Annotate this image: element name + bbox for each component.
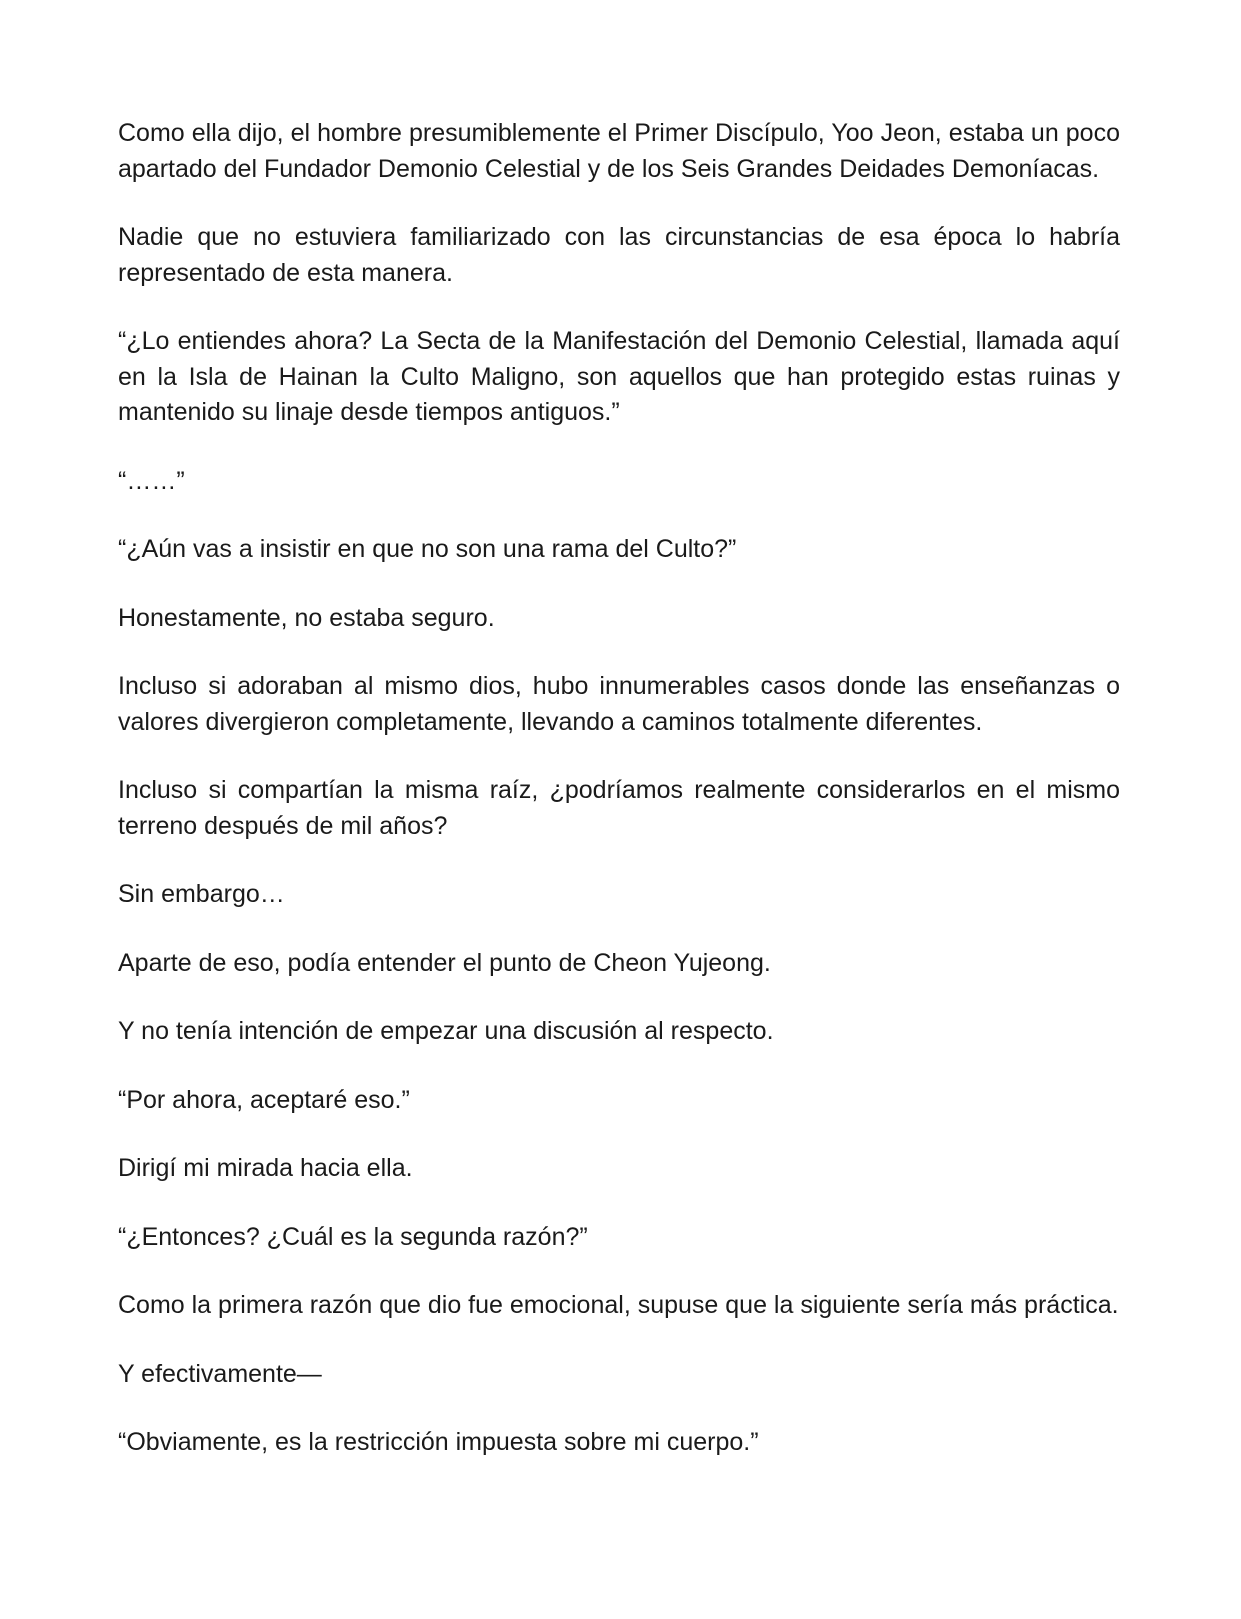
paragraph: Y efectivamente—	[118, 1359, 322, 1388]
paragraph: Aparte de eso, podía entender el punto de Cheon Yujeong.	[118, 948, 771, 977]
paragraph: Honestamente, no estaba seguro.	[118, 603, 495, 632]
paragraph: Como la primera razón que dio fue emocional, supuse que la siguiente sería más práctica.	[118, 1291, 1119, 1319]
document-body	[118, 116, 1120, 1494]
paragraph: Nadie que no estuviera familiarizado con las circunstancias de esa época lo habría representado de esta manera.	[118, 223, 1120, 287]
paragraph: “¿Lo entiendes ahora? La Secta de la Manifestación del Demonio Celestial, llamada aquí en la Isla de Hainan la Culto Maligno, son aquellos que han protegido estas ruinas y mantenido su linaje desde tiempos antiguos.”	[118, 327, 1120, 426]
paragraph: “¿Entonces? ¿Cuál es la segunda razón?”	[118, 1222, 588, 1251]
paragraph: “……”	[118, 466, 185, 495]
paragraph: Y no tenía intención de empezar una discusión al respecto.	[118, 1017, 774, 1045]
paragraph: Incluso si compartían la misma raíz, ¿podríamos realmente considerarlos en el mismo terreno después de mil años?	[118, 776, 1120, 840]
paragraph: Dirigí mi mirada hacia ella.	[118, 1154, 413, 1182]
paragraph: Sin embargo…	[118, 880, 285, 908]
paragraph: “¿Aún vas a insistir en que no son una rama del Culto?”	[118, 535, 737, 563]
paragraph: Incluso si adoraban al mismo dios, hubo innumerables casos donde las enseñanzas o valores divergieron completamente, llevando a caminos totalmente diferentes.	[118, 672, 1120, 736]
paragraph: “Obviamente, es la restricción impuesta sobre mi cuerpo.”	[118, 1428, 759, 1456]
paragraph: Como ella dijo, el hombre presumiblemente el Primer Discípulo, Yoo Jeon, estaba un poco apartado del Fundador Demonio Celestial y de los Seis Grandes Deidades Demoníacas.	[118, 119, 1120, 183]
paragraph: “Por ahora, aceptaré eso.”	[118, 1085, 410, 1114]
